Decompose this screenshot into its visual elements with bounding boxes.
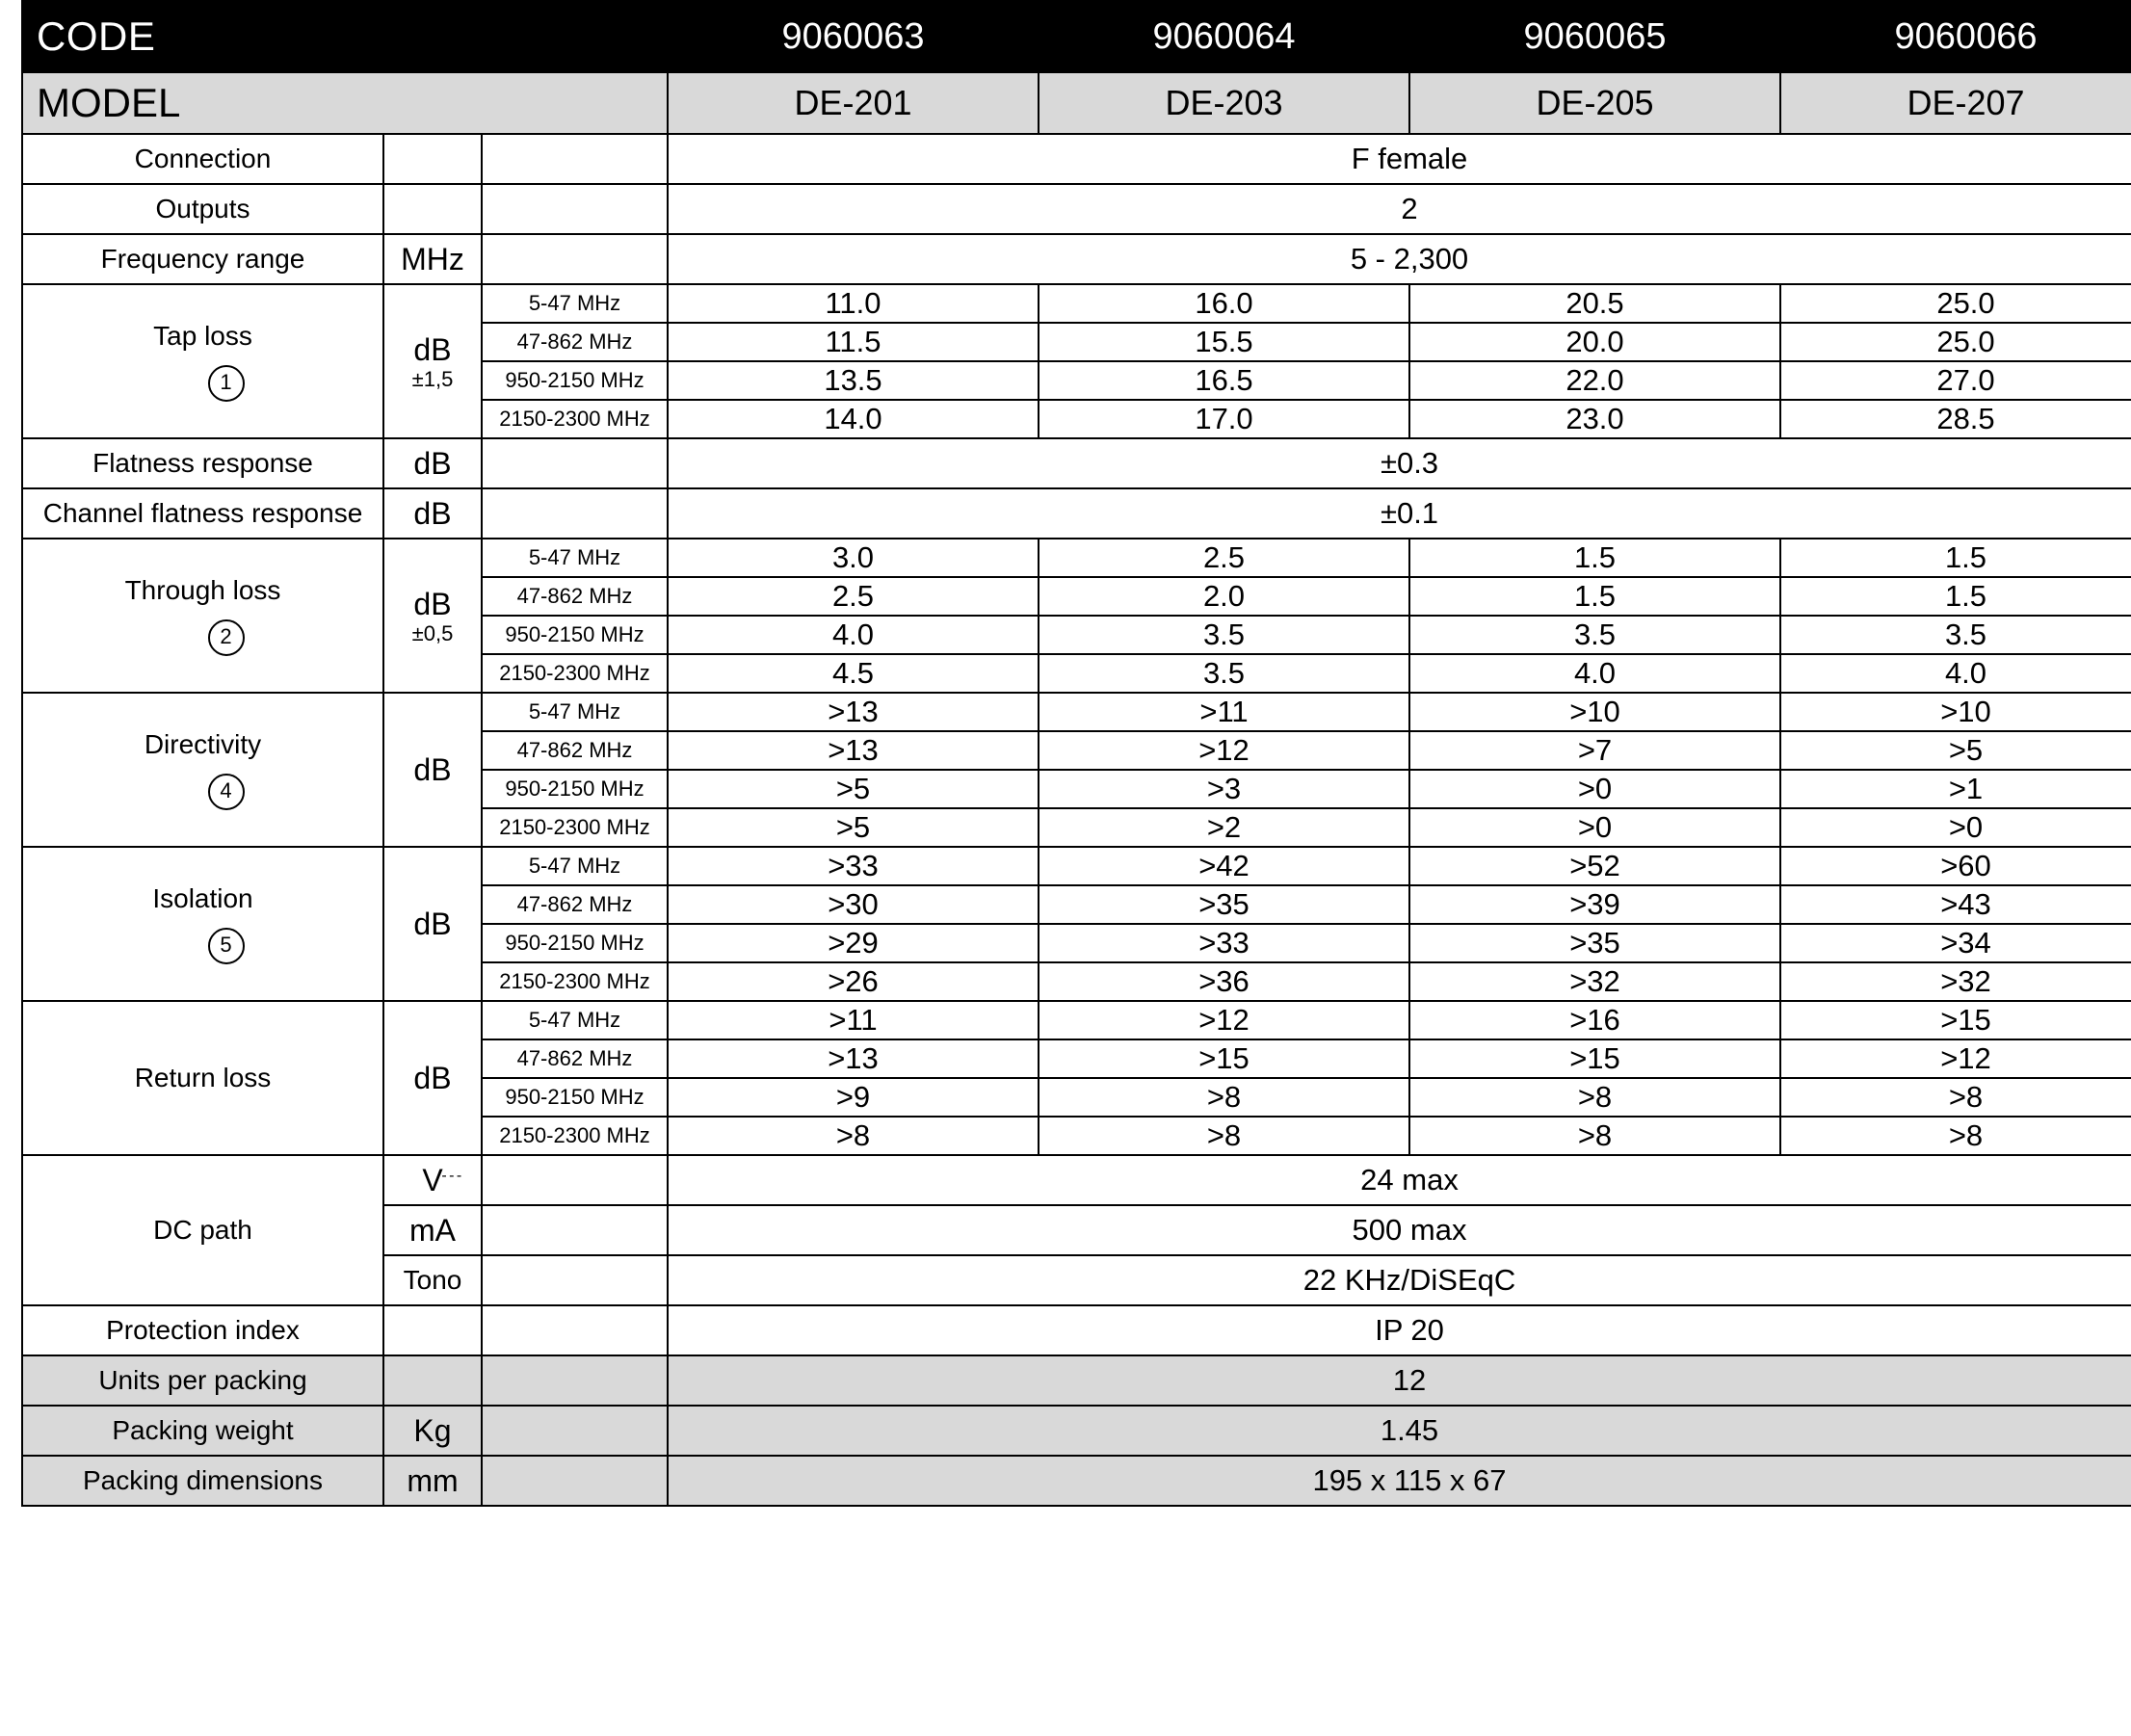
isolation-v-1-3: >52 [1409,847,1780,885]
band-label-2: 47-862 MHz [482,885,668,924]
directivity-v-1-1: >13 [668,693,1039,731]
row-tolerance-through-loss: ±0,5 [411,620,454,645]
model-value-1: DE-201 [668,72,1039,134]
directivity-v-4-1: >5 [668,808,1039,847]
row-label-directivity-text: Directivity [144,729,262,759]
note-marker-through-loss: 2 [208,619,245,656]
row-unit-directivity-text: dB [413,751,452,787]
table-row-isolation [22,847,2131,885]
return-loss-v-3-3: >8 [1409,1078,1780,1117]
table-row-frequency-range [22,234,2131,284]
return-loss-v-3-1: >9 [668,1078,1039,1117]
model-value-3: DE-205 [1409,72,1780,134]
tap-loss-v-1-4: 25.0 [1780,284,2131,323]
table-row-model [22,72,2131,134]
directivity-v-3-3: >0 [1409,770,1780,808]
return-loss-v-2-4: >12 [1780,1039,2131,1078]
directivity-v-4-4: >0 [1780,808,2131,847]
row-band-dc-path-volts [482,1155,668,1205]
isolation-v-4-2: >36 [1039,962,1409,1001]
band-label-4: 2150-2300 MHz [482,400,668,438]
row-band-packing-dimensions [482,1456,668,1506]
isolation-v-4-4: >32 [1780,962,2131,1001]
row-unit-frequency-range: MHz [383,234,482,284]
row-label-dc-path: DC path [22,1155,383,1305]
tap-loss-v-2-3: 20.0 [1409,323,1780,361]
return-loss-v-1-3: >16 [1409,1001,1780,1039]
band-label-1: 5-47 MHz [482,1001,668,1039]
directivity-v-1-3: >10 [1409,693,1780,731]
through-loss-v-2-1: 2.5 [668,577,1039,616]
code-value-2: 9060064 [1039,1,1409,72]
row-unit-channel-flatness-response: dB [383,488,482,539]
table-row-channel-flatness-response [22,488,2131,539]
row-label-directivity [22,693,383,847]
table-row-tap-loss [22,284,2131,323]
through-loss-v-1-1: 3.0 [668,539,1039,577]
tap-loss-v-4-3: 23.0 [1409,400,1780,438]
code-value-1: 9060063 [668,1,1039,72]
band-label-3: 950-2150 MHz [482,770,668,808]
band-label-4: 2150-2300 MHz [482,808,668,847]
return-loss-v-2-3: >15 [1409,1039,1780,1078]
row-band-units-per-packing [482,1355,668,1406]
row-label-return-loss-text: Return loss [134,1063,272,1092]
band-label-2: 47-862 MHz [482,577,668,616]
row-label-packing-weight: Packing weight [22,1406,383,1456]
row-unit-through-loss [383,539,482,693]
tap-loss-v-1-3: 20.5 [1409,284,1780,323]
band-label-1: 5-47 MHz [482,284,668,323]
tap-loss-v-2-2: 15.5 [1039,323,1409,361]
return-loss-v-4-3: >8 [1409,1117,1780,1155]
band-label-1: 5-47 MHz [482,539,668,577]
return-loss-v-3-2: >8 [1039,1078,1409,1117]
row-unit-packing-dimensions: mm [383,1456,482,1506]
through-loss-v-2-3: 1.5 [1409,577,1780,616]
through-loss-v-4-3: 4.0 [1409,654,1780,693]
directivity-v-2-4: >5 [1780,731,2131,770]
tap-loss-v-4-2: 17.0 [1039,400,1409,438]
band-label-2: 47-862 MHz [482,323,668,361]
table-row-protection-index [22,1305,2131,1355]
isolation-v-4-3: >32 [1409,962,1780,1001]
row-unit-units-per-packing [383,1355,482,1406]
table-row-through-loss [22,539,2131,577]
through-loss-v-4-4: 4.0 [1780,654,2131,693]
isolation-v-1-4: >60 [1780,847,2131,885]
tap-loss-v-3-1: 13.5 [668,361,1039,400]
tap-loss-v-1-2: 16.0 [1039,284,1409,323]
directivity-v-4-2: >2 [1039,808,1409,847]
row-value-outputs: 2 [668,184,2131,234]
row-unit-dc-path-ma: mA [383,1205,482,1255]
dc-symbol-icon: - - - [441,1167,461,1184]
row-label-return-loss [22,1001,383,1155]
through-loss-v-3-4: 3.5 [1780,616,2131,654]
tap-loss-v-3-3: 22.0 [1409,361,1780,400]
row-unit-dc-path-volts [383,1155,482,1205]
through-loss-v-1-3: 1.5 [1409,539,1780,577]
isolation-v-1-1: >33 [668,847,1039,885]
return-loss-v-2-2: >15 [1039,1039,1409,1078]
through-loss-v-2-4: 1.5 [1780,577,2131,616]
directivity-v-3-1: >5 [668,770,1039,808]
code-value-4: 9060066 [1780,1,2131,72]
row-label-isolation [22,847,383,1001]
row-value-channel-flatness-response: ±0.1 [668,488,2131,539]
row-label-isolation-text: Isolation [152,883,253,913]
row-value-protection-index: IP 20 [668,1305,2131,1355]
row-label-packing-dimensions: Packing dimensions [22,1456,383,1506]
row-value-dc-path-tone: 22 KHz/DiSEqC [668,1255,2131,1305]
isolation-v-4-1: >26 [668,962,1039,1001]
table-row-flatness-response [22,438,2131,488]
row-band-channel-flatness-response [482,488,668,539]
row-band-outputs [482,184,668,234]
row-value-dc-path-ma: 500 max [668,1205,2131,1255]
row-band-dc-path-ma [482,1205,668,1255]
band-label-4: 2150-2300 MHz [482,962,668,1001]
table-row-packing-weight [22,1406,2131,1456]
row-unit-tap-loss-text: dB [413,331,452,367]
row-value-packing-dimensions: 195 x 115 x 67 [668,1456,2131,1506]
directivity-v-2-3: >7 [1409,731,1780,770]
return-loss-v-1-1: >11 [668,1001,1039,1039]
row-band-frequency-range [482,234,668,284]
row-unit-outputs [383,184,482,234]
return-loss-v-4-4: >8 [1780,1117,2131,1155]
isolation-v-3-2: >33 [1039,924,1409,962]
band-label-3: 950-2150 MHz [482,361,668,400]
directivity-v-2-1: >13 [668,731,1039,770]
tap-loss-v-4-1: 14.0 [668,400,1039,438]
through-loss-v-1-2: 2.5 [1039,539,1409,577]
row-unit-tap-loss [383,284,482,438]
through-loss-v-4-1: 4.5 [668,654,1039,693]
tap-loss-v-2-1: 11.5 [668,323,1039,361]
row-label-through-loss-text: Through loss [124,575,281,605]
table-row-connection [22,134,2131,184]
specifications-table [21,0,2131,1507]
return-loss-v-4-1: >8 [668,1117,1039,1155]
band-label-3: 950-2150 MHz [482,1078,668,1117]
row-label-channel-flatness-response: Channel flatness response [22,488,383,539]
note-marker-isolation: 5 [208,928,245,964]
return-loss-v-1-4: >15 [1780,1001,2131,1039]
note-marker-tap-loss: 1 [208,365,245,402]
isolation-v-2-2: >35 [1039,885,1409,924]
row-value-frequency-range: 5 - 2,300 [668,234,2131,284]
row-band-connection [482,134,668,184]
note-marker-directivity: 4 [208,774,245,810]
row-unit-flatness-response: dB [383,438,482,488]
return-loss-v-3-4: >8 [1780,1078,2131,1117]
isolation-v-1-2: >42 [1039,847,1409,885]
row-unit-return-loss-text: dB [413,1060,452,1095]
row-band-dc-path-tone [482,1255,668,1305]
row-label-outputs: Outputs [22,184,383,234]
row-unit-isolation [383,847,482,1001]
row-label-connection: Connection [22,134,383,184]
through-loss-v-3-1: 4.0 [668,616,1039,654]
isolation-v-2-4: >43 [1780,885,2131,924]
table-row-outputs [22,184,2131,234]
row-label-frequency-range: Frequency range [22,234,383,284]
tap-loss-v-3-4: 27.0 [1780,361,2131,400]
isolation-v-2-1: >30 [668,885,1039,924]
band-label-1: 5-47 MHz [482,847,668,885]
through-loss-v-2-2: 2.0 [1039,577,1409,616]
directivity-v-2-2: >12 [1039,731,1409,770]
return-loss-v-4-2: >8 [1039,1117,1409,1155]
model-value-2: DE-203 [1039,72,1409,134]
row-value-units-per-packing: 12 [668,1355,2131,1406]
row-label-through-loss [22,539,383,693]
table-row-code [22,1,2131,72]
table-row-directivity [22,693,2131,731]
isolation-v-2-3: >39 [1409,885,1780,924]
table-row-dc-path [22,1155,2131,1205]
return-loss-v-1-2: >12 [1039,1001,1409,1039]
row-label-tap-loss-text: Tap loss [153,321,252,351]
row-value-packing-weight: 1.45 [668,1406,2131,1456]
table-row-packing-dimensions [22,1456,2131,1506]
code-header-label: CODE [22,1,668,72]
code-value-3: 9060065 [1409,1,1780,72]
isolation-v-3-3: >35 [1409,924,1780,962]
directivity-v-1-2: >11 [1039,693,1409,731]
row-unit-isolation-text: dB [413,906,452,941]
tap-loss-v-2-4: 25.0 [1780,323,2131,361]
table-row-units-per-packing [22,1355,2131,1406]
through-loss-v-3-2: 3.5 [1039,616,1409,654]
tap-loss-v-1-1: 11.0 [668,284,1039,323]
tap-loss-v-3-2: 16.5 [1039,361,1409,400]
band-label-3: 950-2150 MHz [482,616,668,654]
band-label-1: 5-47 MHz [482,693,668,731]
row-unit-connection [383,134,482,184]
directivity-v-1-4: >10 [1780,693,2131,731]
row-unit-dc-path-tone: Tono [383,1255,482,1305]
directivity-v-3-2: >3 [1039,770,1409,808]
table-row-return-loss [22,1001,2131,1039]
row-unit-dc-path-volts-text: V [422,1162,443,1197]
band-label-2: 47-862 MHz [482,731,668,770]
through-loss-v-1-4: 1.5 [1780,539,2131,577]
row-unit-protection-index [383,1305,482,1355]
row-unit-return-loss [383,1001,482,1155]
directivity-v-4-3: >0 [1409,808,1780,847]
isolation-v-3-4: >34 [1780,924,2131,962]
row-value-connection: F female [668,134,2131,184]
row-label-tap-loss [22,284,383,438]
row-unit-directivity [383,693,482,847]
row-band-flatness-response [482,438,668,488]
band-label-4: 2150-2300 MHz [482,654,668,693]
tap-loss-v-4-4: 28.5 [1780,400,2131,438]
directivity-v-3-4: >1 [1780,770,2131,808]
row-value-flatness-response: ±0.3 [668,438,2131,488]
row-unit-through-loss-text: dB [413,586,452,621]
return-loss-v-2-1: >13 [668,1039,1039,1078]
band-label-4: 2150-2300 MHz [482,1117,668,1155]
band-label-3: 950-2150 MHz [482,924,668,962]
model-value-4: DE-207 [1780,72,2131,134]
model-header-label: MODEL [22,72,668,134]
isolation-v-3-1: >29 [668,924,1039,962]
row-band-protection-index [482,1305,668,1355]
row-tolerance-tap-loss: ±1,5 [411,366,454,391]
through-loss-v-4-2: 3.5 [1039,654,1409,693]
row-label-flatness-response: Flatness response [22,438,383,488]
band-label-2: 47-862 MHz [482,1039,668,1078]
row-label-protection-index: Protection index [22,1305,383,1355]
row-band-packing-weight [482,1406,668,1456]
row-label-units-per-packing: Units per packing [22,1355,383,1406]
row-value-dc-path-volts: 24 max [668,1155,2131,1205]
through-loss-v-3-3: 3.5 [1409,616,1780,654]
row-unit-packing-weight: Kg [383,1406,482,1456]
